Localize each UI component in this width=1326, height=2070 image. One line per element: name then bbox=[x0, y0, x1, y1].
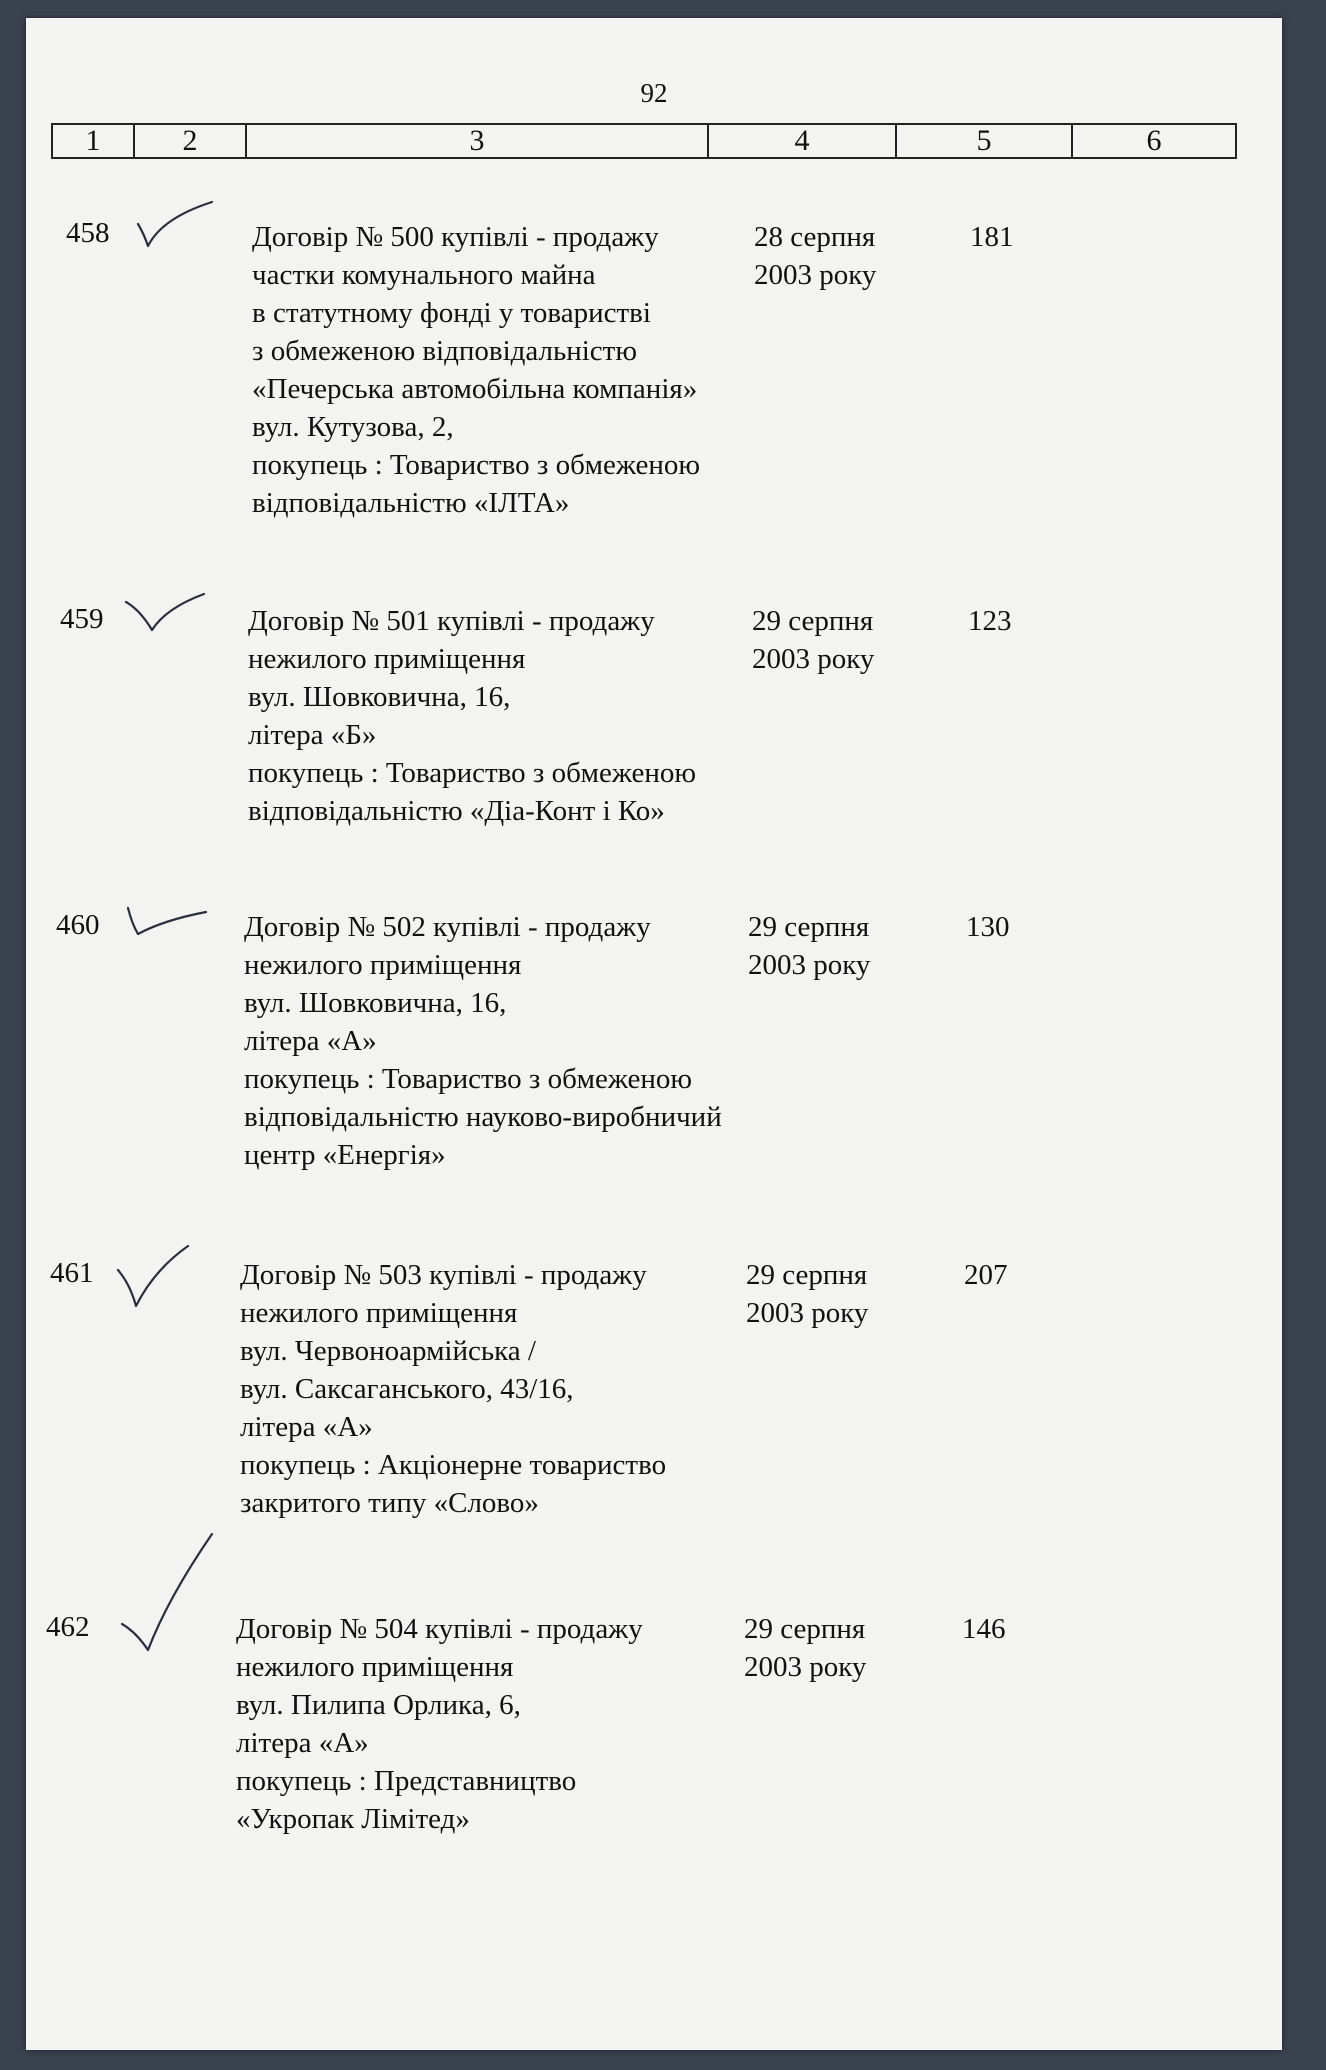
entry-description: Договір № 502 купівлі - продажу нежилого приміщення вул. Шовковична, 16, літера «А» покупець : Товариство з обмеженою відповідальністю науково-виробничий центр «Енергія» bbox=[244, 911, 722, 1171]
checkmark-icon bbox=[134, 198, 224, 258]
entry-number: 459 bbox=[60, 603, 104, 635]
entry-date: 29 серпня 2003 року bbox=[752, 605, 875, 675]
checkmark-icon bbox=[122, 588, 212, 648]
checkmark-icon bbox=[124, 898, 214, 958]
entry-description: Договір № 503 купівлі - продажу нежилого приміщення вул. Червоноармійська / вул. Саксаганського, 43/16, літера «А» покупець : Акціонерне товариство закритого типу «Слово» bbox=[240, 1259, 667, 1519]
column-header-1: 1 bbox=[52, 124, 134, 158]
entry-number: 462 bbox=[46, 1611, 90, 1643]
document-page bbox=[26, 18, 1282, 2050]
entry-date: 29 серпня 2003 року bbox=[746, 1259, 869, 1329]
column-header-6: 6 bbox=[1072, 124, 1236, 158]
entry-description: Договір № 500 купівлі - продажу частки комунального майна в статутному фонді у товаристві з обмеженою відповідальністю «Печерська автомобільна компанія» вул. Кутузова, 2, покупець : Товариство з обмеженою відповідальністю «ІЛТА» bbox=[252, 221, 701, 519]
entry-date: 29 серпня 2003 року bbox=[748, 911, 871, 981]
column-header-table bbox=[51, 123, 1237, 159]
entry-number: 461 bbox=[50, 1257, 94, 1289]
column-header-5: 5 bbox=[896, 124, 1072, 158]
entry-description: Договір № 504 купівлі - продажу нежилого приміщення вул. Пилипа Орлика, 6, літера «А» покупець : Представництво «Укропак Лімітед» bbox=[236, 1613, 643, 1835]
page-number: 92 bbox=[640, 78, 668, 108]
entry-number: 460 bbox=[56, 909, 100, 941]
entry-page-count: 123 bbox=[968, 605, 1012, 637]
entry-date: 29 серпня 2003 року bbox=[744, 1613, 867, 1683]
entry-date: 28 серпня 2003 року bbox=[754, 221, 877, 291]
entry-page-count: 207 bbox=[964, 1259, 1008, 1291]
entry-number: 458 bbox=[66, 217, 110, 249]
column-header-4: 4 bbox=[708, 124, 896, 158]
entry-page-count: 130 bbox=[966, 911, 1010, 943]
entry-page-count: 181 bbox=[970, 221, 1014, 253]
checkmark-icon bbox=[118, 1528, 218, 1658]
entry-description: Договір № 501 купівлі - продажу нежилого приміщення вул. Шовковична, 16, літера «Б» покупець : Товариство з обмеженою відповідальністю «Діа-Конт і Ко» bbox=[248, 605, 697, 827]
checkmark-icon bbox=[114, 1240, 204, 1320]
column-header-3: 3 bbox=[246, 124, 708, 158]
entry-page-count: 146 bbox=[962, 1613, 1006, 1645]
column-header-2: 2 bbox=[134, 124, 246, 158]
